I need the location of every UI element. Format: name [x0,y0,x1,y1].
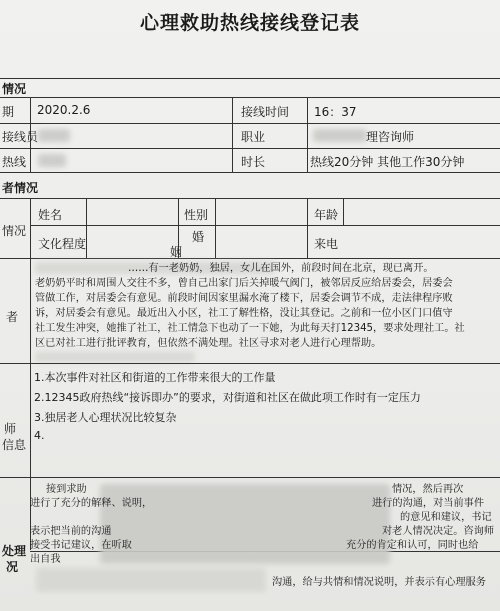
divider [0,123,500,124]
note-3: 3.独居老人心理状况比较复杂 [34,411,177,424]
divider [307,97,308,172]
handling-line-6-start: 出自我 [30,554,61,565]
redacted-story-tail [35,352,195,362]
divider [0,148,500,149]
note-2: 2.12345政府热线“接诉即办”的要求，对街道和社区在做此项工作时有一定压力 [34,391,421,404]
marriage-label-1: 婚 [192,230,205,244]
redacted-handling-tail [36,568,266,592]
section-caller-info: 者情况 [2,181,39,195]
story-line-5: 社工发生冲突，她推了社工，社工情急下也动了一下她，为此每天打12345，要求处理社工。社 [35,323,465,334]
gender-label: 性别 [184,208,209,222]
redacted-hotline [38,154,66,167]
divider [0,363,500,364]
age-label: 年龄 [314,208,339,222]
story-line-6: 区已对社工进行批评教育，但依然不满处理。社区寻求对老人进行心理帮助。 [35,338,382,349]
section-hotline-info: 情况 [2,82,27,96]
duration-value: 热线20分钟 其他工作30分钟 [310,155,465,169]
caller-side-label: 情况 [2,224,27,238]
job-label: 职业 [241,130,266,144]
duration-label: 时长 [241,155,266,169]
handling-line-2-end: 进行的沟通，对当前事件 [372,498,485,509]
divider [0,78,500,79]
divider [0,198,500,199]
redacted-operator [38,129,70,142]
handling-line-7-end: 沟通，给与共情和情况说明，并表示有心理服务 [272,577,486,588]
handling-line-5-start: 接受书记建议，在听取 [30,540,132,551]
note-1: 1.本次事件对社区和街道的工作带来很大的工作量 [34,371,276,384]
marriage-label-2: 姻 [170,245,183,259]
divider [232,97,233,172]
education-label: 文化程度 [38,237,87,251]
date-label: 期 [2,105,15,119]
caller-section-label: 者 [6,310,19,324]
story-line-3: 管做工作，对居委会有意见。前段时间因家里漏水淹了楼下，居委会调节不成，走法律程序败 [35,293,453,304]
consultant-label-1: 师 [4,422,17,436]
handling-label-1: 处理 [2,544,27,558]
story-line-2: 老奶奶平时和周围人交往不多，曾自己出家门后关掉暖气阀门，被邻居反应给居委会，居委会 [35,278,453,289]
handling-line-4-start: 表示把当前的沟通 [30,526,112,537]
time-label: 接线时间 [241,105,290,119]
divider [215,198,216,258]
consultant-label-2: 信息 [2,438,27,452]
handling-line-2-start: 进行了充分的解释、说明， [30,498,153,509]
hotline-label: 热线 [2,155,27,169]
divider [0,97,500,98]
redacted-job [313,129,367,142]
divider [86,198,87,258]
handling-line-4-end: 对老人情况决定。咨询师 [382,526,495,537]
story-line-1: ……有一老奶奶，独居，女儿在国外，前段时间在北京，现已离开。 [128,263,434,274]
note-4: 4. [34,429,45,442]
divider [30,225,500,226]
divider [343,198,344,225]
divider [0,477,500,478]
date-value: 2020.2.6 [37,103,91,117]
name-label: 姓名 [38,208,63,222]
divider [307,198,308,258]
divider [0,258,500,259]
handling-line-1-start: 接到求助 [46,484,87,495]
job-value: 理咨询师 [366,130,415,144]
call-label: 来电 [314,237,339,251]
handling-line-5-end: 充分的肯定和认可，同时也给 [346,540,479,551]
time-value: 16：37 [314,105,357,119]
operator-label: 接线员 [2,130,39,144]
page-title: 心理救助热线接线登记表 [139,12,360,34]
story-line-4: 诉，对居委会有意见。最近出入小区，社工了解性格，没让其登记。之前和一位小区门口值守 [35,308,453,319]
handling-line-1-end: 情况，然后再次 [392,484,464,495]
handling-label-2: 况 [6,560,19,574]
divider [0,172,500,173]
handling-line-3-end: 的意见和建议，书记 [400,512,492,523]
